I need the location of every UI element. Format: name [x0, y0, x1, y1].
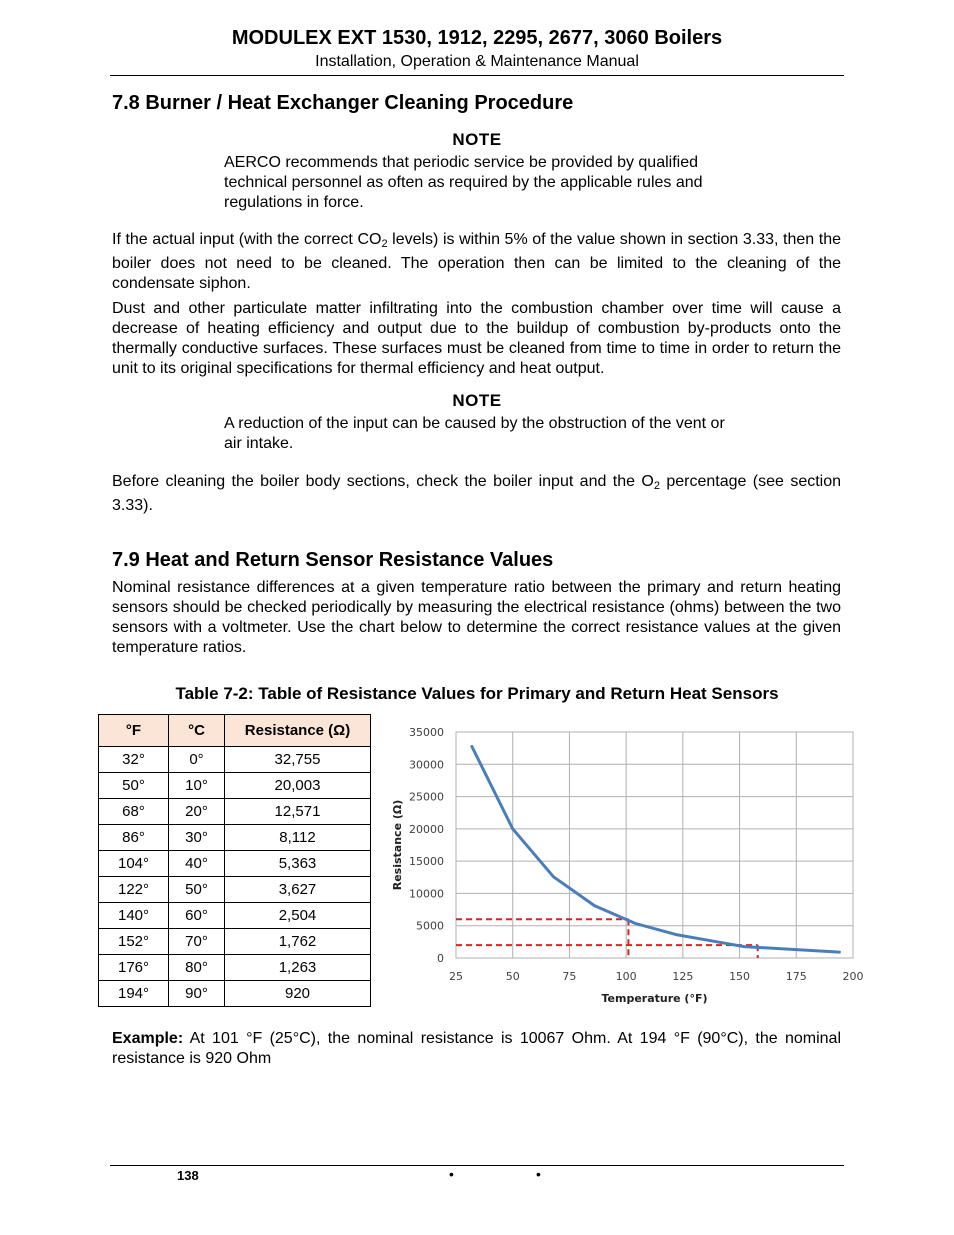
- paragraph-before-cleaning: [112, 472, 841, 516]
- y-tick-label: 20000: [409, 822, 444, 836]
- cell-ohm: 8,112: [225, 825, 371, 851]
- data-point: [593, 904, 595, 906]
- x-axis-label: Temperature (°F): [601, 992, 708, 1005]
- x-tick-label: 25: [449, 970, 463, 983]
- data-point: [675, 933, 677, 935]
- footer-bullet: •: [536, 1166, 541, 1182]
- para-text: Before cleaning the boiler body sections, check the boiler input and the O: [112, 473, 654, 490]
- note-text: A reduction of the input can be caused by the obstruction of the vent or air intake.: [224, 415, 725, 452]
- cell-f: 68°: [99, 799, 169, 825]
- cell-f: 122°: [99, 877, 169, 903]
- cell-c: 70°: [169, 929, 225, 955]
- x-tick-label: 75: [562, 970, 577, 983]
- data-point: [743, 945, 745, 947]
- para-text: percentage (see section 3.33).: [112, 473, 842, 514]
- y-tick-label: 10000: [409, 887, 444, 901]
- cell-f: 104°: [99, 851, 169, 877]
- document-subtitle: Installation, Operation & Maintenance Manual: [315, 53, 639, 70]
- subscript: 2: [653, 480, 660, 492]
- data-point: [471, 745, 473, 747]
- cell-ohm: 5,363: [225, 851, 371, 877]
- cell-c: 50°: [169, 877, 225, 903]
- cell-f: 152°: [99, 929, 169, 955]
- cell-c: 30°: [169, 825, 225, 851]
- table-row: [99, 773, 371, 799]
- resistance-table: [98, 714, 371, 1007]
- data-point: [512, 828, 514, 830]
- paragraph-co2: [112, 230, 841, 294]
- y-axis-label: Resistance (Ω): [391, 799, 404, 891]
- cell-c: 60°: [169, 903, 225, 929]
- cell-f: 50°: [99, 773, 169, 799]
- document-title: MODULEX EXT 1530, 1912, 2295, 2677, 3060 Boilers: [231, 27, 723, 49]
- para-text: levels) is within 5% of the value shown in section 3.33, then the boiler does not need to be cleaned. The operation then can be limited to the cleaning of the condensate siphon.: [112, 231, 841, 292]
- x-tick-label: 200: [842, 970, 864, 983]
- data-point: [634, 922, 636, 924]
- table-row: [99, 929, 371, 955]
- data-point: [716, 941, 718, 943]
- cell-c: 90°: [169, 981, 225, 1007]
- data-point: [552, 876, 554, 878]
- cell-f: 194°: [99, 981, 169, 1007]
- cell-ohm: 920: [225, 981, 371, 1007]
- y-tick-label: 5000: [416, 919, 444, 933]
- cell-ohm: 12,571: [225, 799, 371, 825]
- resistance-chart: [388, 718, 868, 1013]
- note-label: NOTE: [452, 130, 502, 149]
- y-tick-label: 15000: [409, 855, 444, 869]
- header-rule: [110, 75, 844, 76]
- x-tick-label: 150: [729, 970, 751, 983]
- header-resistance: Resistance (Ω): [225, 715, 371, 747]
- cell-f: 176°: [99, 955, 169, 981]
- cell-ohm: 20,003: [225, 773, 371, 799]
- table-row: [99, 851, 371, 877]
- y-tick-label: 30000: [409, 758, 444, 772]
- cell-ohm: 32,755: [225, 747, 371, 773]
- x-tick-label: 50: [505, 970, 520, 983]
- cell-c: 10°: [169, 773, 225, 799]
- note-text: AERCO recommends that periodic service be provided by qualified technical personnel as often as required by the applicable rules and regulations in force.: [224, 154, 703, 211]
- header-celsius: °C: [169, 715, 225, 747]
- y-tick-label: 35000: [409, 726, 444, 739]
- cell-ohm: 1,762: [225, 929, 371, 955]
- plot-area: [456, 732, 853, 958]
- table-row: [99, 747, 371, 773]
- y-tick-label: 0: [437, 952, 444, 965]
- cell-f: 86°: [99, 825, 169, 851]
- example-text: At 101 °F (25°C), the nominal resistance is 10067 Ohm. At 194 °F (90°C), the nominal resistance is 920 Ohm: [112, 1030, 841, 1067]
- table-row: [99, 903, 371, 929]
- cell-ohm: 2,504: [225, 903, 371, 929]
- table-row: [99, 799, 371, 825]
- footer-bullet: •: [449, 1166, 454, 1182]
- cell-ohm: 3,627: [225, 877, 371, 903]
- page-number: 138: [177, 1168, 199, 1183]
- table-caption: Table 7-2: Table of Resistance Values for Primary and Return Heat Sensors: [175, 684, 779, 703]
- para-text: If the actual input (with the correct CO: [112, 231, 382, 248]
- cell-c: 20°: [169, 799, 225, 825]
- paragraph-sensors: Nominal resistance differences at a given temperature ratio between the primary and return heating sensors should be checked periodically by measuring the electrical resistance (ohms) between the two sensors with a voltmeter. Use the chart below to determine the correct resistance values at the given temperature ratios.: [112, 579, 841, 656]
- cell-ohm: 1,263: [225, 955, 371, 981]
- subscript: 2: [381, 238, 388, 250]
- table-header-row: [99, 715, 371, 747]
- example-paragraph: [112, 1029, 841, 1069]
- note-label: NOTE: [452, 391, 502, 410]
- header-fahrenheit: °F: [99, 715, 169, 747]
- table-row: [99, 955, 371, 981]
- cell-c: 80°: [169, 955, 225, 981]
- table-row: [99, 981, 371, 1007]
- footer-rule: [110, 1165, 844, 1166]
- cell-c: 0°: [169, 747, 225, 773]
- section-7-8-heading: 7.8 Burner / Heat Exchanger Cleaning Procedure: [112, 92, 574, 114]
- x-tick-label: 175: [785, 970, 807, 983]
- example-label: Example:: [112, 1030, 184, 1047]
- paragraph-dust: Dust and other particulate matter infiltrating into the combustion chamber over time will cause a decrease of heating efficiency and output due to the buildup of combustion by-products onto the thermally conductive surfaces. These surfaces must be cleaned from time to time in order to return the unit to its original specifications for thermal efficiency and heat output.: [112, 300, 841, 377]
- table-row: [99, 877, 371, 903]
- x-tick-label: 100: [615, 970, 637, 983]
- x-tick-label: 125: [672, 970, 694, 983]
- data-point: [797, 949, 799, 951]
- y-tick-label: 25000: [409, 790, 444, 804]
- cell-f: 32°: [99, 747, 169, 773]
- section-7-9-heading: 7.9 Heat and Return Sensor Resistance Values: [112, 549, 554, 571]
- data-point: [838, 951, 840, 953]
- table-row: [99, 825, 371, 851]
- cell-c: 40°: [169, 851, 225, 877]
- cell-f: 140°: [99, 903, 169, 929]
